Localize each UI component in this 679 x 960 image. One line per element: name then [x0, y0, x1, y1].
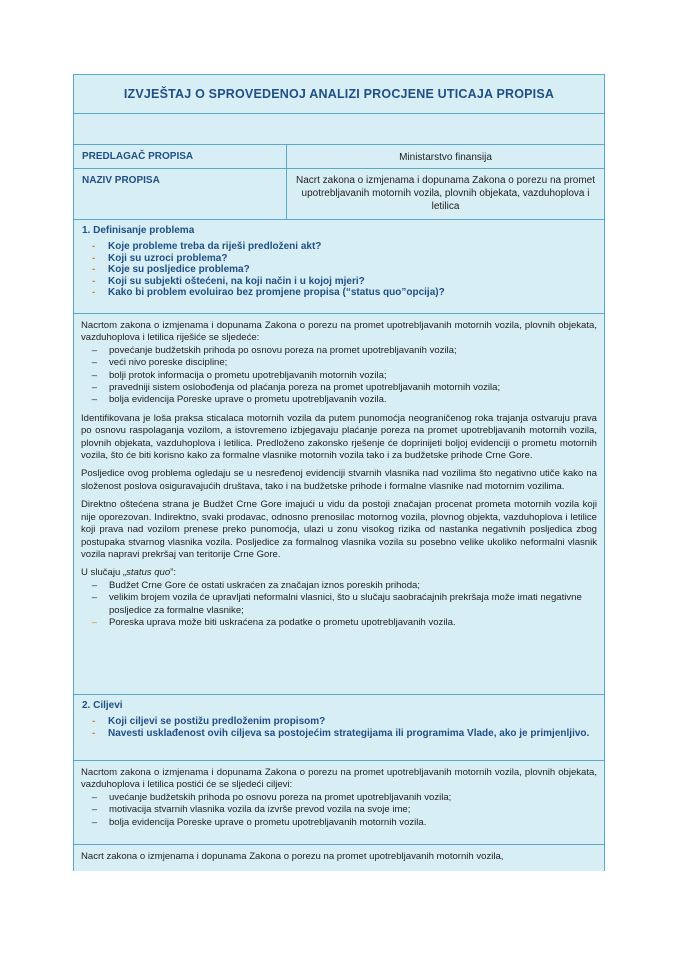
- bullet-item: – Poreska uprava može biti uskraćena za podatke o prometu upotrebljavanih vozila.: [91, 616, 456, 628]
- paragraph: Posljedice ovog problema ogledaju se u nesređenoj evidenciji stvarnih vlasnika nad vozilima što negativno utiče kako na složenost poslova osiguravajućih društava, tako i na budžetske prihode i formalne vlasnike nad motornim vozilima.: [81, 468, 597, 492]
- question-item: - Koji ciljevi se postižu predloženim propisom?: [92, 716, 326, 727]
- document-title: IZVJEŠTAJ O SPROVEDENOJ ANALIZI PROCJENE UTICAJA PROPISA: [73, 74, 605, 114]
- section-2-body: [73, 761, 605, 845]
- proposer-row: [73, 145, 605, 169]
- question-item: - Koje su posljedice problema?: [92, 264, 250, 275]
- section-2-header: [73, 695, 605, 761]
- paragraph: Nacrt zakona o izmjenama i dopunama Zakona o porezu na promet upotrebljavanih motornih vozila,: [81, 851, 504, 862]
- status-quo-intro: U slučaju „status quo”:: [81, 567, 177, 579]
- question-item: - Kako bi problem evoluirao bez promjene propisa (“status quo”opcija)?: [92, 287, 445, 298]
- section-2-heading: 2. Ciljevi: [82, 700, 123, 711]
- regulation-name-label: NAZIV PROPISA: [74, 169, 287, 219]
- section-1-header: [73, 220, 605, 314]
- proposer-label: PREDLAGAČ PROPISA: [74, 145, 287, 168]
- bullet-item: – uvećanje budžetskih prihoda po osnovu poreza na promet upotrebljavanih vozila;: [91, 791, 452, 803]
- section-1-body: [73, 314, 605, 695]
- section-2-continuation: [73, 845, 605, 871]
- bullet-item: – Budžet Crne Gore će ostati uskraćen za značajan iznos poreskih prihoda;: [91, 579, 420, 591]
- section-1-heading: 1. Definisanje problema: [82, 225, 195, 236]
- bullet-item: – pravedniji sistem oslobođenja od plaćanja poreza na promet upotrebljavanih motornih vozila;: [91, 382, 501, 394]
- bullet-item: – motivacija stvarnih vlasnika vozila da izvrše prevod vozila na svoje ime;: [91, 804, 411, 816]
- paragraph: Identifikovana je loša praksa sticalaca motornih vozila da putem punomoćja neograničenog roka trajanja ostvaruju prava po osnovu raspolaganja vozilom, a istovremeno izbjegavaju plaćanje poreza na promet upotrebljavanih motornih vozila, plovnih objekata, vazduhoplova i letilica. Predloženo zakonsko rješenje će doprinijeti boljoj evidenciji o prometu motornih vozila, što će biti korisno kako za formalne vlasnike motornih vozila tako i za budžetske prihode Crne Gore.: [81, 412, 597, 462]
- bullet-item: – veći nivo poreske discipline;: [91, 357, 228, 369]
- bullet-item: – velikim brojem vozila će upravljati neformalni vlasnici, što u slučaju saobraćajnih prekršaja može imati negativne posljedice za formalne vlasnike;: [91, 592, 582, 616]
- empty-band: [73, 114, 605, 145]
- question-item: - Koji su subjekti oštećeni, na koji način i u kojoj mjeri?: [92, 275, 365, 287]
- section-1-intro: Nacrtom zakona o izmjenama i dopunama Zakona o porezu na promet upotrebljavanih motornih vozila, plovnih objekata, vazduhoplova i letilica riješiće se sljedeće:: [81, 320, 597, 344]
- bullet-item: – bolja evidencija Poreske uprave o prometu upotrebljavanih motornih vozila.: [91, 816, 427, 828]
- question-item: - Navesti usklađenost ovih ciljeva sa postojećim strategijama ili programima Vlade, ako je primjenljivo.: [92, 727, 590, 739]
- question-item: - Koji su uzroci problema?: [92, 252, 228, 264]
- section-2-intro: Nacrtom zakona o izmjenama i dopunama Zakona o porezu na promet upotrebljavanih motornih vozila, plovnih objekata, vazduhoplova i letilica postići će se sljedeći ciljevi:: [81, 767, 597, 791]
- bullet-item: – bolja evidencija Poreske uprave o prometu upotrebljavanih vozila.: [91, 394, 387, 406]
- question-item: - Koje probleme treba da riješi predloženi akt?: [92, 241, 322, 252]
- regulation-name-row: [73, 169, 605, 220]
- proposer-value: Ministarstvo finansija: [399, 152, 492, 163]
- paragraph: Direktno oštećena strana je Budžet Crne Gore imajući u vidu da postoji značajan procenat prometa motornih vozila koji nije oporezovan. Indirektno, svaki prodavac, odnosno prenosilac motornog vozila, plovnog objekta, vazduhoplova i letilice koji prava nad vozilom prenese preko punomoćja, ulazi u zonu visokog rizika od nastanka negativnih posljedica zbog postupaka stvarnog vlasnika vozila. Posljedice za formalnog vlasnika vozila su posebno velike ukoliko neformalni vlasnik vozila napravi prekršaj van teritorije Crne Gore.: [81, 499, 597, 560]
- bullet-item: – povećanje budžetskih prihoda po osnovu poreza na promet upotrebljavanih vozila;: [91, 344, 457, 356]
- regulation-name-value: Nacrt zakona o izmjenama i dopunama Zakona o porezu na promet upotrebljavanih motornih vozila, plovnih objekata, vazduhoplova i letilica: [295, 175, 596, 212]
- ria-form-table: [73, 74, 605, 871]
- bullet-item: – bolji protok informacija o prometu upotrebljavanih motornih vozila;: [91, 369, 387, 381]
